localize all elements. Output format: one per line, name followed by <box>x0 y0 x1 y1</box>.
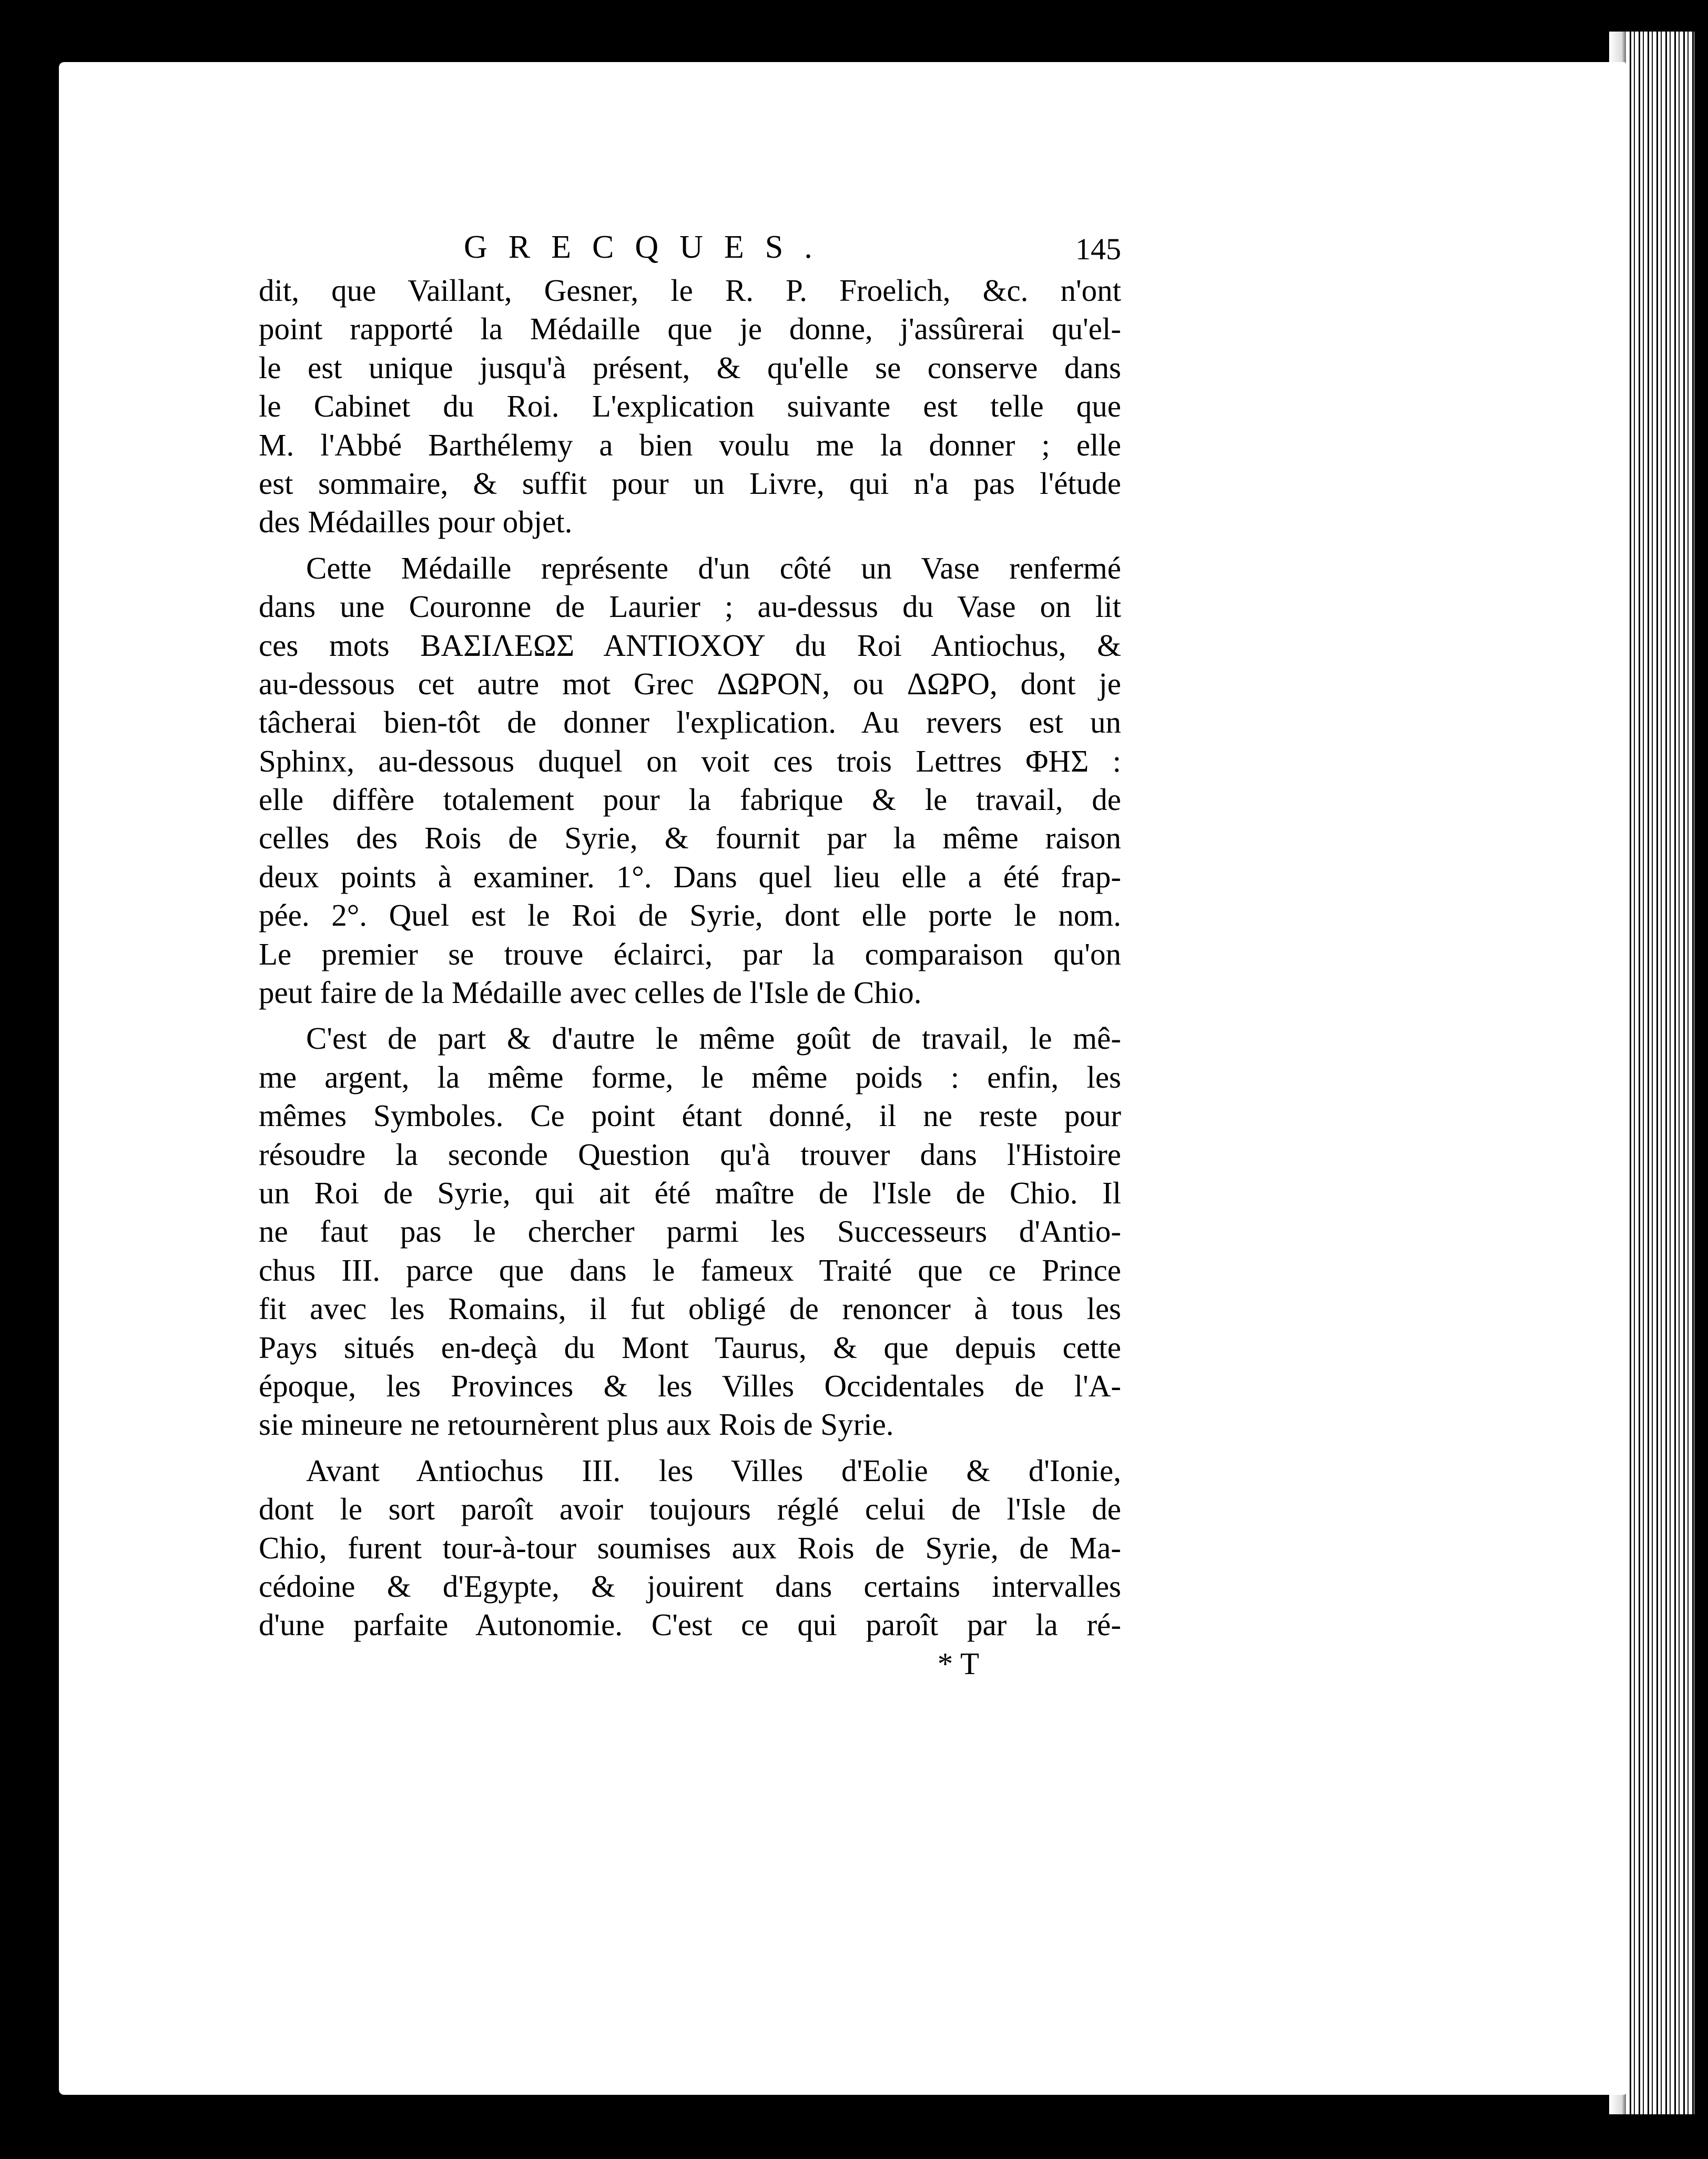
text-line: un Roi de Syrie, qui ait été maître de l'Isle de Chio. Il <box>259 1175 1121 1210</box>
paragraph-1 <box>259 271 1121 542</box>
paragraph-3 <box>259 1019 1121 1444</box>
running-head <box>259 226 1121 268</box>
text-line: me argent, la même forme, le même poids : enfin, les <box>259 1059 1121 1094</box>
text-line: elle diffère totalement pour la fabrique & le travail, de <box>259 782 1121 817</box>
text-line: deux points à examiner. 1°. Dans quel lieu elle a été frap- <box>259 859 1121 894</box>
text-line: mêmes Symboles. Ce point étant donné, il ne reste pour <box>259 1098 1121 1133</box>
text-line: époque, les Provinces & les Villes Occidentales de l'A- <box>259 1368 1121 1403</box>
text-line: Sphinx, au-dessous duquel on voit ces trois Lettres ΦΗΣ : <box>259 743 1121 778</box>
page-text-block <box>259 226 1121 1690</box>
page-number: 145 <box>1075 232 1121 266</box>
text-line: Avant Antiochus III. les Villes d'Eolie & d'Ionie, <box>306 1453 1121 1488</box>
text-line: ne faut pas le chercher parmi les Successeurs d'Antio- <box>259 1214 1121 1249</box>
text-line: tâcherai bien-tôt de donner l'explication. Au revers est un <box>259 705 1121 740</box>
text-line: résoudre la seconde Question qu'à trouver dans l'Histoire <box>259 1137 1121 1172</box>
paragraph-2 <box>259 549 1121 1012</box>
text-line: dit, que Vaillant, Gesner, le R. P. Froelich, &c. n'ont <box>259 273 1121 308</box>
text-line: fit avec les Romains, il fut obligé de renoncer à tous les <box>259 1291 1121 1326</box>
text-line: ces mots ΒΑΣΙΛΕΩΣ ΑΝΤΙΟΧΟΥ du Roi Antiochus, & <box>259 627 1121 663</box>
text-line: sie mineure ne retournèrent plus aux Rois de Syrie. <box>259 1407 894 1442</box>
text-line: point rapporté la Médaille que je donne, j'assûrerai qu'el- <box>259 311 1121 347</box>
text-line: le Cabinet du Roi. L'explication suivante est telle que <box>259 389 1121 424</box>
catchword: * T <box>937 1646 979 1681</box>
running-head-title: GRECQUES. <box>464 229 833 265</box>
text-line: le est unique jusqu'à présent, & qu'elle se conserve dans <box>259 350 1121 385</box>
text-line: Le premier se trouve éclairci, par la comparaison qu'on <box>259 936 1121 971</box>
text-line: cédoine & d'Egypte, & jouirent dans certains intervalles <box>259 1568 1121 1604</box>
text-line: dont le sort paroît avoir toujours réglé celui de l'Isle de <box>259 1492 1121 1527</box>
text-line: d'une parfaite Autonomie. C'est ce qui paroît par la ré- <box>259 1607 1121 1643</box>
text-line: celles des Rois de Syrie, & fournit par la même raison <box>259 820 1121 856</box>
text-line: chus III. parce que dans le fameux Traité que ce Prince <box>259 1252 1121 1288</box>
text-line: est sommaire, & suffit pour un Livre, qui n'a pas l'étude <box>259 465 1121 501</box>
text-line: Cette Médaille représente d'un côté un Vase renfermé <box>306 550 1121 585</box>
text-line: M. l'Abbé Barthélemy a bien voulu me la donner ; elle <box>259 427 1121 462</box>
text-line: des Médailles pour objet. <box>259 504 573 540</box>
text-line: dans une Couronne de Laurier ; au-dessus du Vase on lit <box>259 589 1121 624</box>
text-line: Pays situés en-deçà du Mont Taurus, & que depuis cette <box>259 1330 1121 1365</box>
text-line: peut faire de la Médaille avec celles de l'Isle de Chio. <box>259 975 922 1010</box>
paragraph-4 <box>259 1452 1121 1683</box>
page-stack-edges <box>1626 32 1694 2114</box>
text-line: au-dessous cet autre mot Grec ΔΩΡΟΝ, ou ΔΩΡΟ, dont je <box>259 666 1121 701</box>
text-line: pée. 2°. Quel est le Roi de Syrie, dont elle porte le nom. <box>259 898 1121 933</box>
text-line: C'est de part & d'autre le même goût de travail, le mê- <box>306 1021 1121 1056</box>
text-line: Chio, furent tour-à-tour soumises aux Rois de Syrie, de Ma- <box>259 1530 1121 1565</box>
